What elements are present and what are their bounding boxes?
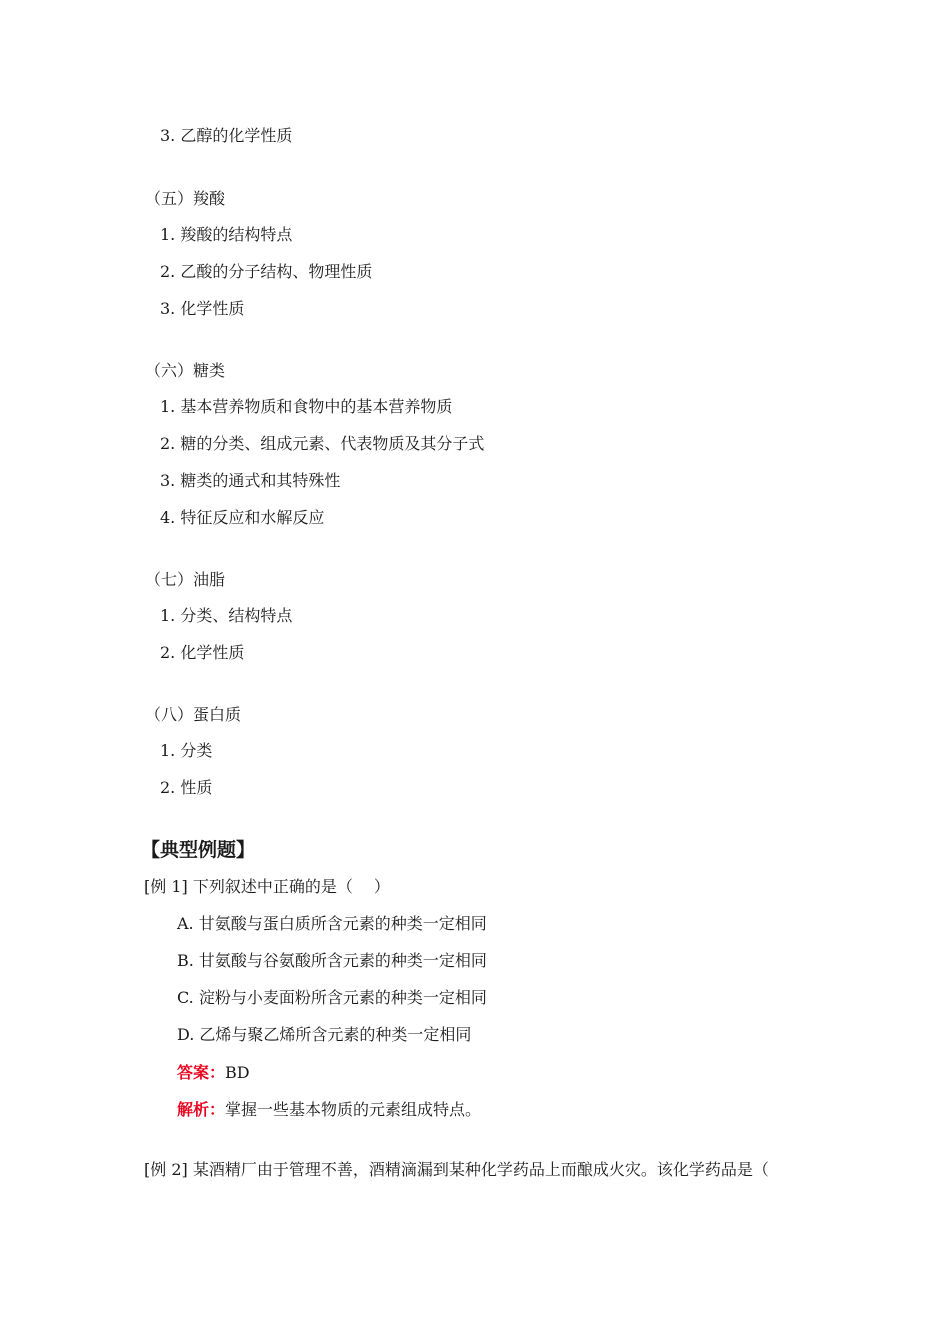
list-item: 1. 羧酸的结构特点 — [160, 225, 293, 244]
list-item: 2. 化学性质 — [160, 643, 245, 662]
example-1-question: [例 1] 下列叙述中正确的是（ ） — [144, 877, 390, 896]
alcohol-item-3: 3. 乙醇的化学性质 — [160, 126, 293, 145]
analysis-value: 掌握一些基本物质的元素组成特点。 — [225, 1100, 482, 1119]
option-d: D. 乙烯与聚乙烯所含元素的种类一定相同 — [177, 1025, 472, 1044]
section-title-carboxylic-acid: （五）羧酸 — [145, 189, 226, 208]
list-item: 1. 分类、结构特点 — [160, 606, 293, 625]
list-item: 3. 糖类的通式和其特殊性 — [160, 471, 341, 490]
option-b: B. 甘氨酸与谷氨酸所含元素的种类一定相同 — [177, 951, 487, 970]
examples-heading: 【典型例题】 — [141, 839, 256, 861]
list-item: 2. 性质 — [160, 778, 213, 797]
option-c: C. 淀粉与小麦面粉所含元素的种类一定相同 — [177, 988, 487, 1007]
answer-label: 答案： — [177, 1063, 226, 1082]
analysis-line — [177, 1100, 481, 1120]
option-a: A. 甘氨酸与蛋白质所含元素的种类一定相同 — [177, 914, 487, 933]
example-2-question: [例 2] 某酒精厂由于管理不善，酒精滴漏到某种化学药品上而酿成火灾。该化学药品是（ — [144, 1160, 769, 1179]
section-title-sugars: （六）糖类 — [145, 361, 226, 380]
list-item: 2. 糖的分类、组成元素、代表物质及其分子式 — [160, 434, 485, 453]
answer-line — [177, 1063, 250, 1083]
list-item: 4. 特征反应和水解反应 — [160, 508, 325, 527]
analysis-label: 解析： — [177, 1100, 226, 1119]
section-title-proteins: （八）蛋白质 — [145, 705, 242, 724]
list-item: 2. 乙酸的分子结构、物理性质 — [160, 262, 373, 281]
section-title-fats: （七）油脂 — [145, 570, 226, 589]
list-item: 1. 分类 — [160, 741, 213, 760]
list-item: 1. 基本营养物质和食物中的基本营养物质 — [160, 397, 453, 416]
list-item: 3. 化学性质 — [160, 299, 245, 318]
answer-value: BD — [225, 1063, 250, 1082]
